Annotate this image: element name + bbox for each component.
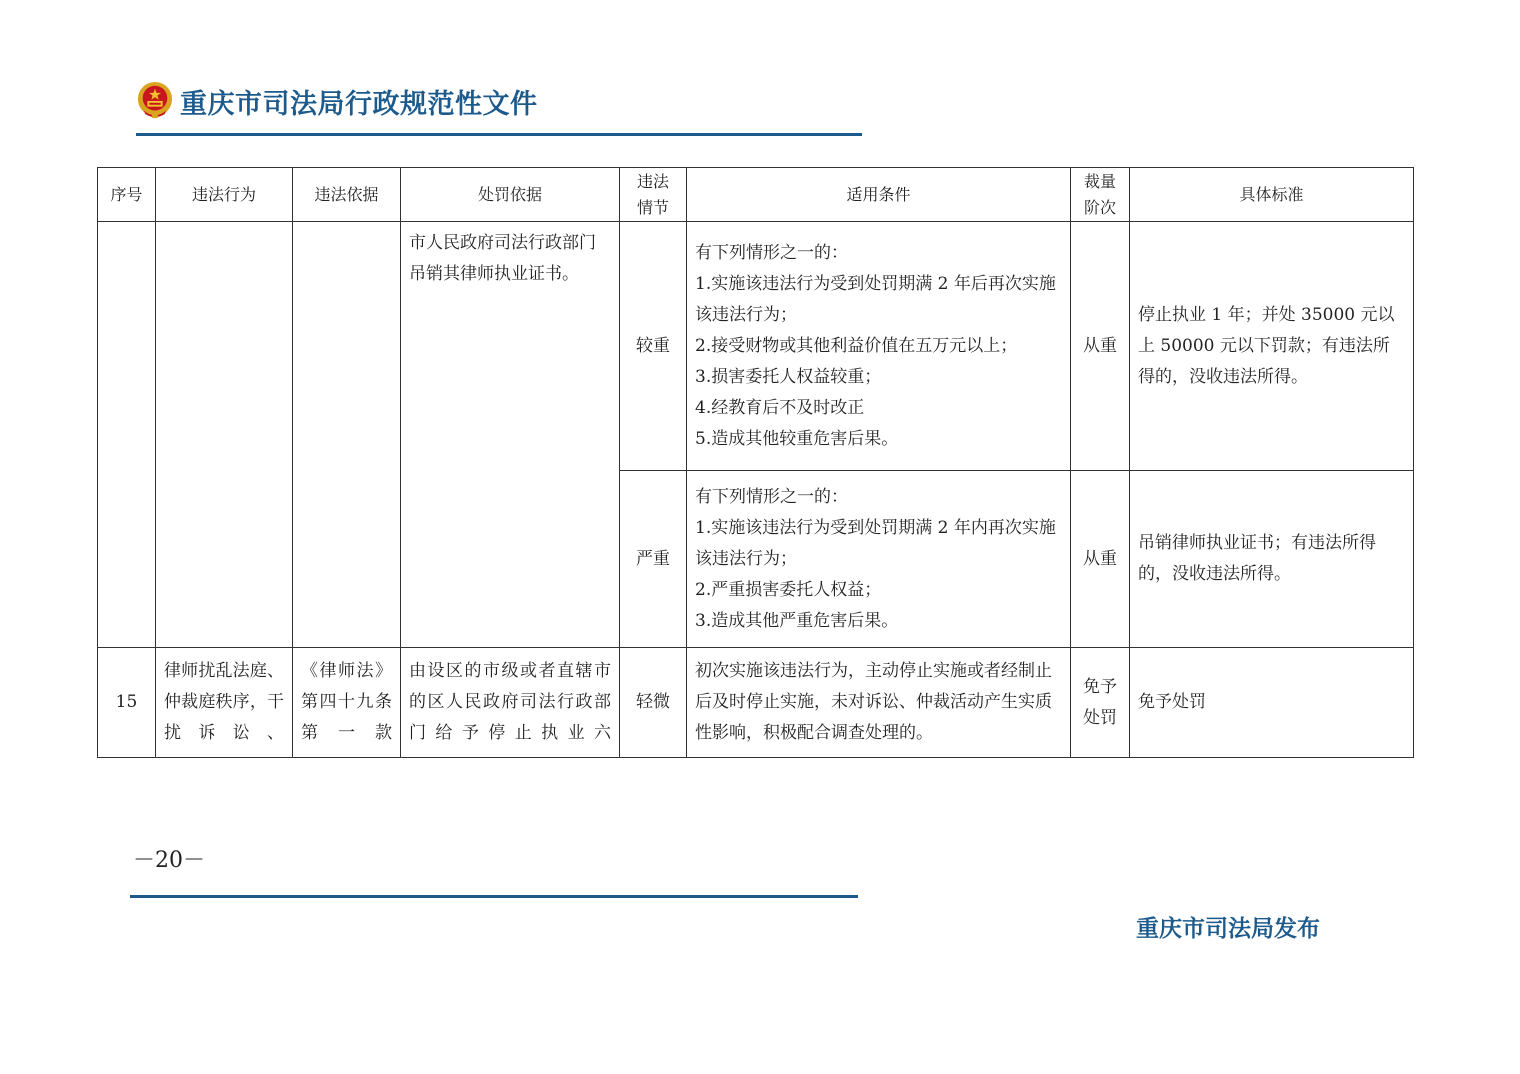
cell-circumstance: 较重	[620, 222, 687, 471]
condition-line: 1.实施该违法行为受到处罚期满 2 年后再次实施该违法行为；	[695, 273, 1056, 325]
cell-tier: 从重	[1071, 471, 1130, 648]
col-header-law: 违法依据	[293, 168, 401, 222]
col-header-standard: 具体标准	[1130, 168, 1414, 222]
col-header-tier	[1071, 168, 1130, 222]
cell-standard: 停止执业 1 年；并处 35000 元以上 50000 元以下罚款；有违法所得的，没收违法所得。	[1130, 222, 1414, 471]
col-header-conditions: 适用条件	[687, 168, 1071, 222]
penalty-standards-table	[97, 167, 1414, 758]
col-header-tier-line1: 裁量	[1083, 171, 1116, 191]
header-title: 重庆市司法局行政规范性文件	[180, 89, 538, 120]
cell-conditions: 初次实施该违法行为，主动停止实施或者经制止后及时停止实施，未对诉讼、仲裁活动产生实质性影响，积极配合调查处理的。	[687, 648, 1071, 758]
table-row	[98, 222, 1414, 471]
col-header-circumstance-line1: 违法	[636, 171, 669, 191]
publisher-label: 重庆市司法局发布	[1136, 916, 1320, 942]
cell-conditions	[687, 222, 1071, 471]
cell-law-continued	[293, 222, 401, 648]
cell-act-continued	[156, 222, 293, 648]
cell-number: 15	[98, 648, 156, 758]
cell-tier: 免予处罚	[1071, 648, 1130, 758]
national-emblem-icon	[136, 80, 174, 120]
cell-standard: 吊销律师执业证书；有违法所得的，没收违法所得。	[1130, 471, 1414, 648]
condition-line: 有下列情形之一的：	[695, 242, 848, 263]
page-number: －20－	[133, 848, 205, 873]
cell-tier: 从重	[1071, 222, 1130, 471]
condition-line: 1.实施该违法行为受到处罚期满 2 年内再次实施该违法行为；	[695, 517, 1056, 569]
cell-circumstance: 轻微	[620, 648, 687, 758]
condition-line: 3.损害委托人权益较重；	[695, 366, 882, 387]
table-row	[98, 648, 1414, 758]
cell-conditions	[687, 471, 1071, 648]
header-divider	[136, 133, 862, 136]
col-header-act: 违法行为	[156, 168, 293, 222]
col-header-circumstance-line2: 情节	[636, 197, 669, 217]
cell-basis: 由设区的市级或者直辖市的区人民政府司法行政部门给予停止执业六	[401, 648, 620, 758]
col-header-circumstance	[620, 168, 687, 222]
col-header-tier-line2: 阶次	[1083, 197, 1116, 217]
cell-law: 《律师法》第四十九条第一款	[293, 648, 401, 758]
col-header-basis: 处罚依据	[401, 168, 620, 222]
cell-circumstance: 严重	[620, 471, 687, 648]
footer-divider	[130, 895, 858, 898]
condition-line: 2.严重损害委托人权益；	[695, 579, 882, 600]
table-header-row	[98, 168, 1414, 222]
cell-act: 律师扰乱法庭、仲裁庭秩序，干扰诉讼、	[156, 648, 293, 758]
col-header-number: 序号	[98, 168, 156, 222]
cell-basis-continued: 市人民政府司法行政部门吊销其律师执业证书。	[401, 222, 620, 648]
condition-line: 2.接受财物或其他利益价值在五万元以上；	[695, 335, 1018, 356]
cell-number-continued	[98, 222, 156, 648]
document-header	[136, 78, 862, 138]
condition-line: 5.造成其他较重危害后果。	[695, 428, 899, 449]
condition-line: 有下列情形之一的：	[695, 486, 848, 507]
cell-standard: 免予处罚	[1130, 648, 1414, 758]
condition-line: 3.造成其他严重危害后果。	[695, 610, 899, 631]
condition-line: 4.经教育后不及时改正	[695, 397, 865, 418]
